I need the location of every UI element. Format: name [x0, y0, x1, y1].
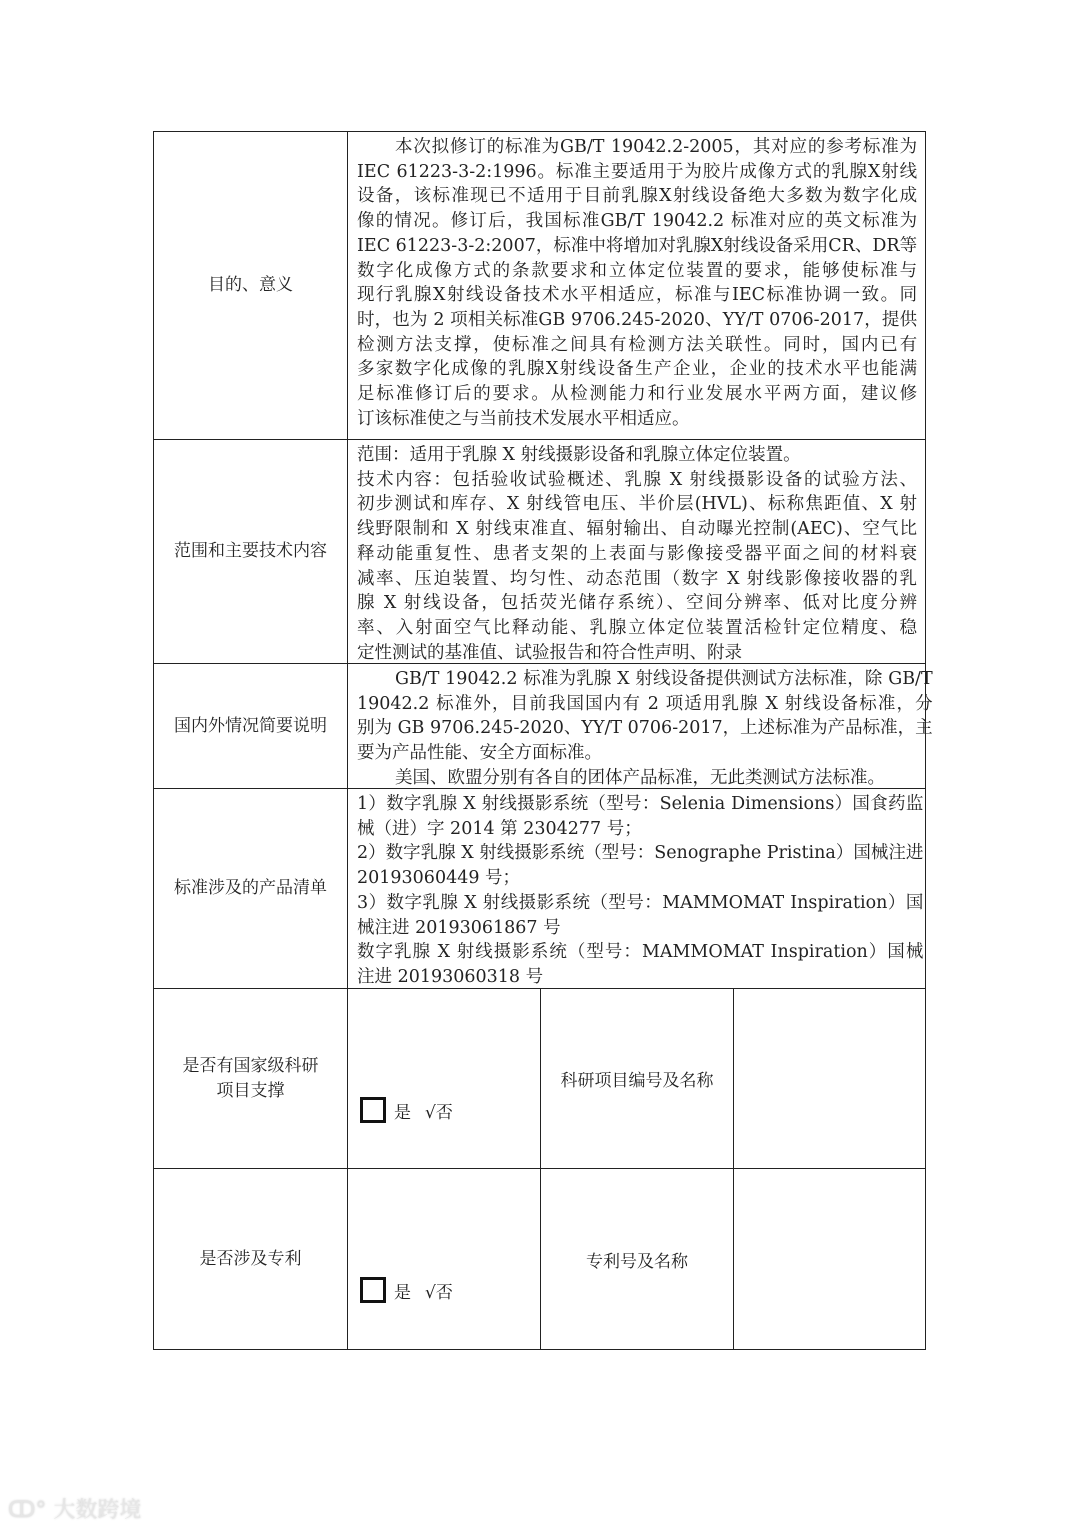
text-line: 械（进）字 2014 第 2304277 号；: [357, 818, 642, 839]
text-line: 初步测试和库存、X 射线管电压、半价层(HVL)、标称焦距值、X 射: [357, 494, 917, 515]
row-label: 标准涉及的产品清单: [154, 789, 348, 988]
text-line: 像的情况。修订后，我国标准GB/T 19042.2 标准对应的英文标准为: [357, 211, 918, 232]
row-content: [348, 132, 925, 439]
row-content: [348, 789, 931, 988]
row-content: [348, 440, 925, 663]
text-line: 3）数字乳腺 X 射线摄影系统（型号：MAMMOMAT Inspiration）国: [357, 892, 924, 913]
watermark-logo: ↀ° 大数跨境: [8, 1498, 142, 1523]
row-label: 范围和主要技术内容: [154, 440, 348, 663]
text-line: 范围：适用于乳腺 X 射线摄影设备和乳腺立体定位装置。: [357, 445, 801, 465]
row-scope: [154, 440, 925, 664]
research-field-value[interactable]: [734, 989, 925, 1168]
text-line: 数字化成像方式的条款要求和立体定位装置的要求，能够使标准与: [357, 260, 918, 281]
row-label: 国内外情况简要说明: [154, 664, 348, 788]
no-label: √否: [425, 1282, 453, 1303]
no-label: √否: [425, 1102, 453, 1123]
text-line: 释动能重复性、患者支架的上表面与影像接受器平面之间的材料衰: [357, 543, 917, 564]
text-line: 足标准修订后的要求。从检测能力和行业发展水平两方面，建议修: [357, 384, 918, 405]
text-line: 20193060449 号；: [357, 868, 521, 889]
research-choice-cell: [348, 989, 541, 1168]
text-line: 要为产品性能、安全方面标准。: [357, 743, 602, 764]
text-line: 本次拟修订的标准为GB/T 19042.2-2005，其对应的参考标准为: [395, 137, 918, 157]
text-line: 设备，该标准现已不适用于目前乳腺X射线设备绝大多数为数字化成: [357, 186, 918, 207]
text-line: GB/T 19042.2 标准为乳腺 X 射线设备提供测试方法标准，除 GB/T: [395, 669, 933, 689]
text-line: 线野限制和 X 射线束准直、辐射输出、自动曝光控制(AEC)、空气比: [357, 519, 917, 540]
row-content: [348, 664, 941, 788]
research-field-label: 科研项目编号及名称: [541, 989, 734, 1168]
text-line: 多家数字化成像的乳腺X射线设备生产企业，企业的技术水平也能满: [357, 359, 918, 380]
text-line: IEC 61223-3-2:1996。标准主要适用于为胶片成像方式的乳腺X射线: [357, 161, 918, 182]
text-line: 数字乳腺 X 射线摄影系统（型号：MAMMOMAT Inspiration）国械: [357, 942, 924, 963]
text-line: 19042.2 标准外，目前我国国内有 2 项适用乳腺 X 射线设备标准，分: [357, 693, 933, 714]
patent-field-label: 专利号及名称: [541, 1169, 734, 1349]
text-line: 时，也为 2 项相关标准GB 9706.245-2020、YY/T 0706-2017，提供: [357, 309, 918, 330]
row-domestic-foreign: [154, 664, 933, 789]
text-line: 注进 20193060318 号: [357, 966, 544, 987]
patent-field-value[interactable]: [734, 1169, 925, 1349]
row-products: [154, 789, 925, 989]
yes-checkbox[interactable]: [360, 1097, 386, 1123]
row-research-support: [154, 989, 925, 1169]
patent-choice-cell: [348, 1169, 541, 1349]
text-line: 腺 X 射线设备，包括荧光储存系统）、空间分辨率、低对比度分辨: [357, 593, 917, 614]
text-line: 订该标准使之与当前技术发展水平相适应。: [357, 408, 690, 429]
text-line: 美国、欧盟分别有各自的团体产品标准，无此类测试方法标准。: [395, 767, 885, 788]
text-line: 现行乳腺X射线设备技术水平相适应，标准与IEC标准协调一致。同: [357, 285, 918, 306]
text-line: IEC 61223-3-2:2007，标准中将增加对乳腺X射线设备采用CR、DR等: [357, 235, 918, 256]
yes-checkbox[interactable]: [360, 1277, 386, 1303]
text-line: 定性测试的基准值、试验报告和符合性声明、附录: [357, 642, 742, 663]
row-label: 目的、意义: [154, 132, 348, 439]
row-patent: [154, 1169, 925, 1349]
text-line: 别为 GB 9706.245-2020、YY/T 0706-2017，上述标准为产品标准，主: [357, 718, 933, 739]
text-line: 减率、压迫装置、均匀性、动态范围（数字 X 射线影像接收器的乳: [357, 568, 917, 589]
text-line: 2）数字乳腺 X 射线摄影系统（型号：Senographe Pristina）国械注进: [357, 843, 924, 864]
row-label: 是否涉及专利: [154, 1169, 348, 1349]
text-line: 率、入射面空气比释动能、乳腺立体定位装置活检针定位精度、稳: [357, 617, 917, 638]
text-line: 1）数字乳腺 X 射线摄影系统（型号：Selenia Dimensions）国食药监: [357, 794, 924, 814]
row-purpose: [154, 132, 925, 440]
text-line: 械注进 20193061867 号: [357, 917, 561, 938]
row-label: 是否有国家级科研项目支撑: [154, 989, 348, 1168]
text-line: 技术内容：包括验收试验概述、乳腺 X 射线摄影设备的试验方法、: [357, 469, 917, 490]
standard-revision-table: [153, 131, 933, 1350]
yes-label: 是: [394, 1102, 411, 1123]
yes-label: 是: [394, 1282, 411, 1303]
text-line: 检测方法支撑，使标准之间具有检测方法关联性。同时，国内已有: [357, 334, 918, 355]
